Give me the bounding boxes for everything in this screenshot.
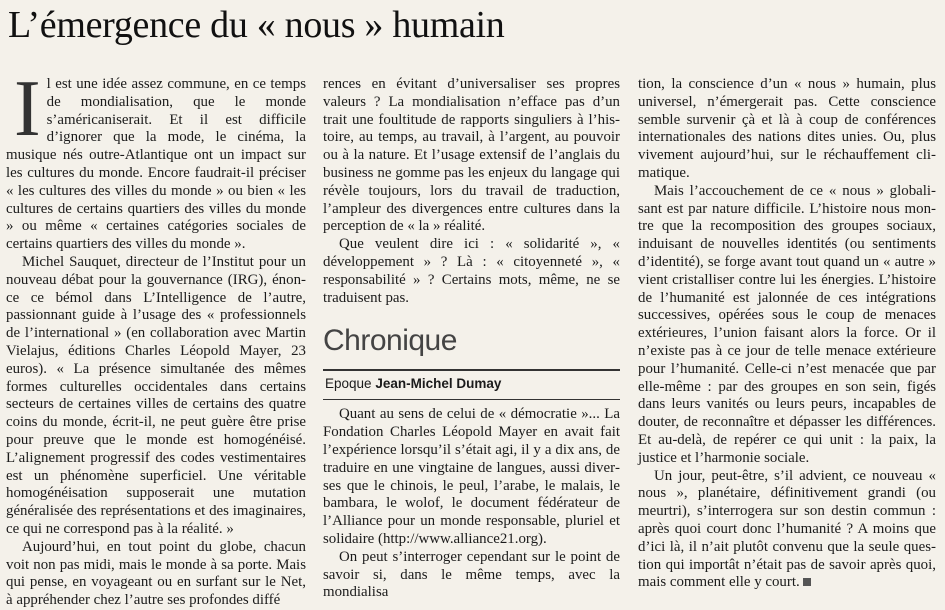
paragraph: Michel Sauquet, directeur de l’Institut pour un nouveau débat pour la gouvernance (IRG), énonce ce bémol dans L’Intelligence de l’autre, passionnant guide à l’usage des « professionnels de l’international » (en collaboration avec Martin Vielajus, éditions Charles Léopold Mayer, 23 euros). « La présence simultanée des mêmes formes culturelles occidentales dans certains secteurs de certaines villes de certains des quatre coins du monde, écrit-il, ne peut guère être prise pour preuve que le monde est homogénéisé. L’alignement progressif des codes vestimentaires est un phénomène superficiel. Une véritable homogénéisation supposerait une mutation généralisée des représentations et des imaginaires, ce qui ne correspond pas à la réalité. » [6,253,306,537]
paragraph: l est une idée assez commune, en ce temps de mondialisation, que le monde s’américaniserait. Et il est difficile d’ignorer que la mode, le cinéma, la musique nés outre-Atlantique ont un impact sur les cultures du monde. Encore faudrait-il préciser « les cultures des villes du monde » ou bien « les cultures de certains quartiers des villes du monde » ou même « certaines catégories sociales de certains quartiers des villes du monde ». [6,76,306,253]
end-mark-icon [803,578,811,586]
paragraph: Quant au sens de celui de « démocratie »... La Fondation Charles Léopold Mayer en avait fait l’expérience lorsqu’il s’était agi, il y a dix ans, de traduire en une vingtaine de langues, aussi diverses que le chinois, le peul, l’arabe, le malais, le bambara, le wolof, le document fédérateur de l’Alliance pour un monde responsable, pluriel et solidaire (http://www.alliance21.org). [323,406,620,547]
section-title: Chronique [323,324,457,358]
paragraph: Que veulent dire ici : « solidarité », « développement » ? Là : « citoyenneté », « responsabilité » ? Certains mots, même, ne se traduisent pas. [323,236,620,306]
drop-cap: I [14,65,41,153]
paragraph: rences en évitant d’universaliser ses propres valeurs ? La mondialisation n’efface pas d’un trait une foultitude de rapports singuliers à l’histoire, au temps, au travail, à l’argent, au pouvoir ou à la nature. Et l’usage extensif de l’anglais du business ne gomme pas les enjeux du langage qui révèle toujours, lors du travail de traduction, l’ampleur des divergences entre cultures dans la perception de « la » réalité. [323,76,620,235]
paragraph: Aujourd’hui, en tout point du globe, chacun voit non pas midi, mais le monde à sa porte. Mais qui pense, en voyageant ou en surfant sur le Net, à appréhender chez l’autre ses profondes diffé [6,538,306,609]
divider [323,369,620,371]
paragraph-text: Un jour, peut-être, s’il advient, ce nouveau « nous », planétaire, définitivement grandi (ou meurtri), s’interrogera sur son destin commun : après quoi court donc l’humanité ? A moins que d’ici là, il n’ait plutôt convenu que la seule question qui importât n’était pas de savoir après quoi, mais comment elle y court. [638,467,936,591]
article-column-1 [6,65,306,610]
rubric-label: Epoque [325,376,372,392]
article-column-2 [323,76,620,602]
article-headline: L’émergence du « nous » humain [8,4,505,46]
paragraph [638,468,936,593]
article-column-3 [638,76,936,592]
paragraph: On peut s’interroger cependant sur le point de savoir si, dans le même temps, avec la mondialisa [323,548,620,601]
paragraph: tion, la conscience d’un « nous » humain, plus universel, n’émergerait pas. Cette conscience semble survenir çà et là à coup de conférences internationales des nations dites unies. Ou, plus vivement aujourd’hui, sur le réchauffement climatique. [638,76,936,181]
byline [325,373,620,395]
author-name: Jean-Michel Dumay [375,376,502,392]
paragraph: Mais l’accouchement de ce « nous » globalisant est par nature difficile. L’histoire nous montre que la recomposition des groupes sociaux, induisant de nouvelles identités (ou sentiments d’identité), se forge avant tout quand un « autre » vient cristalliser contre lui les énergies. L’histoire de l’humanité est jalonnée de ces intégrations successives, opérées sous le coup de menaces extérieures, l’union faisant alors la force. Or il n’existe pas à ce jour de telle menace extérieure pour l’humanité. Celle-ci n’est menacée que par elle-même : par des groupes en son sein, figés dans leurs vanités ou leurs peurs, incapables de douter, de reconnaître et dépasser les différences. Et au-delà, de repérer ce qui unit : la paix, la justice et l’harmonie sociale. [638,182,936,466]
